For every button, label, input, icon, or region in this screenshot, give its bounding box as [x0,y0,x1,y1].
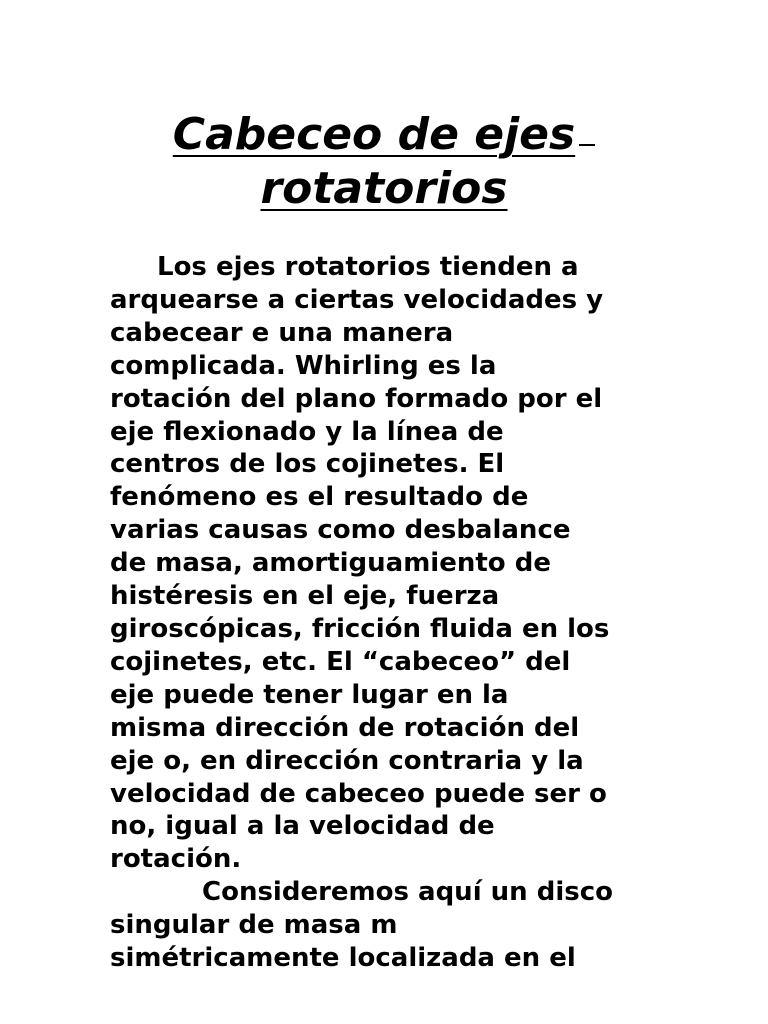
title-trailing-underline [579,144,595,146]
title-line-1: Cabeceo de ejes [0,108,768,162]
paragraph-line: Los ejes rotatorios tienden a [157,252,579,282]
paragraph-line: histéresis en el eje, fuerza [110,581,500,612]
page-title [0,108,768,216]
paragraph-line: eje flexionado y la línea de [110,416,504,447]
paragraph-line: arquearse a ciertas velocidades y [110,284,604,315]
paragraph-line: simétricamente localizada en el [110,943,576,974]
paragraph-line: complicada. Whirling es la [110,350,497,381]
title-line-2: rotatorios [260,163,508,214]
paragraph-line: no, igual a la velocidad de [110,811,495,842]
paragraph-line: singular de masa m [110,910,398,941]
paragraph-line: Consideremos aquí un disco [202,877,613,908]
paragraph-line: fenómeno es el resultado de [110,482,529,513]
paragraph-line: rotación del plano formado por el [110,383,603,414]
paragraph-line: eje puede tener lugar en la [110,679,509,710]
paragraph-line: giroscópicas, fricción fluida en los [110,613,610,644]
paragraph-line: cabecear e una manera [110,317,454,348]
paragraph-line: velocidad de cabeceo puede ser o [110,778,607,809]
body-paragraph [110,251,670,975]
paragraph-line: misma dirección de rotación del [110,712,580,743]
paragraph-line: de masa, amortiguamiento de [110,548,551,579]
paragraph-line: varias causas como desbalance [110,515,571,546]
paragraph-line: cojinetes, etc. El “cabeceo” del [110,646,571,677]
paragraph-line: eje o, en dirección contraria y la [110,745,584,776]
paragraph-line: rotación. [110,844,242,875]
paragraph-line: centros de los cojinetes. El [110,449,505,480]
